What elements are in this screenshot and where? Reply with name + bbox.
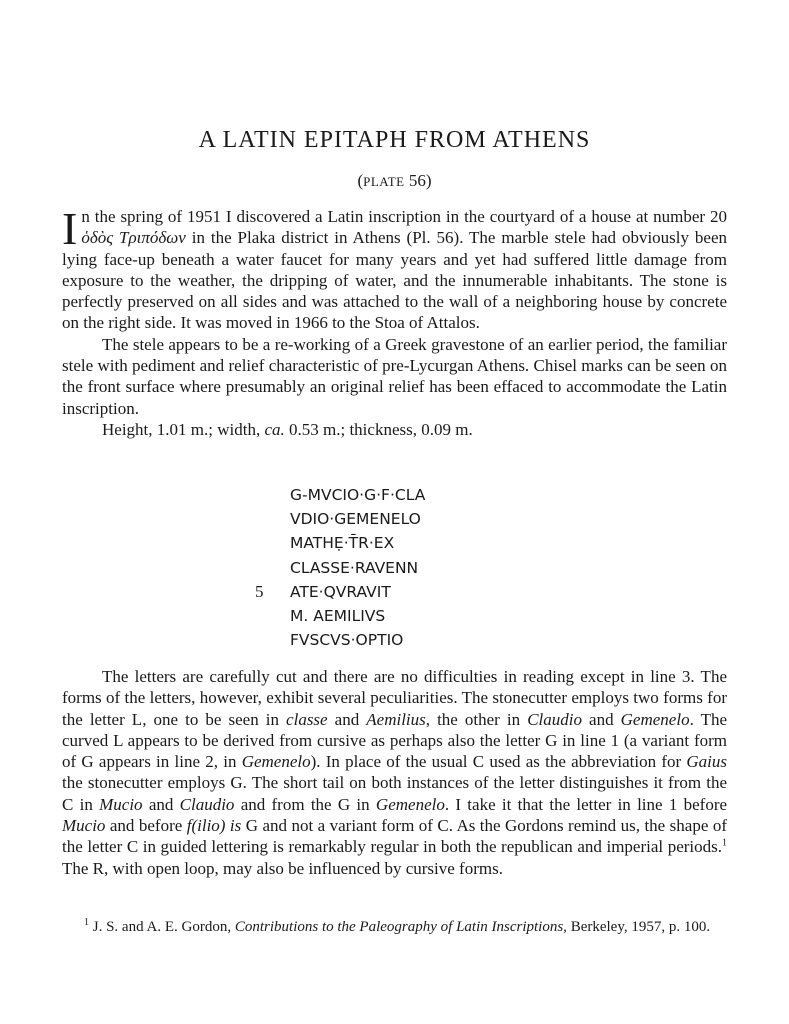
line-number: 5 <box>255 581 264 601</box>
discussion-text <box>62 666 727 879</box>
inscription-line: M. AEMILIVS <box>290 606 386 625</box>
inscription-line: CLASSE·RAVENN <box>290 558 419 577</box>
drop-cap: I <box>62 203 78 254</box>
greek-street-name: ὁδὸς Τριπόδων <box>81 228 186 248</box>
inscription-line: G-MVCIO·G·F·CLA <box>290 486 426 504</box>
paragraph-1: In the spring of 1951 I discovered a Latin inscription in the courtyard of a house at number 20 ὁδὸς Τριπόδων in the Plaka district in Athens (Pl. 56). The marble stele had obviously been lying face-up beneath a water faucet for many years and yet had suffered little damage from exposure to the weather, the dripping of water, and the innumerable inhabitants. The stone is perfectly preserved on all sides and was attached to the wall of a neighboring house by concrete on the right side. It was moved in 1966 to the Stoa of Attalos. <box>62 203 728 333</box>
plate-label: PLATE <box>363 174 405 189</box>
inscription-line: 5 ATE·QVRAVIT <box>290 580 425 604</box>
footnote: $^1$ J. S. and A. E. Gordon, Contributions to the Paleography of Latin Inscriptions, Berkeley, 1957, p. 100. <box>84 917 711 935</box>
inscription-line: FVSCVS·OPTIO <box>290 631 404 650</box>
plate-reference: (PLATE 56) <box>357 171 432 190</box>
intro-text <box>62 203 728 440</box>
inscription-line: MATHẸ·T̄R·EX <box>290 534 395 553</box>
footnote-book-title: Contributions to the Paleography of Latin Inscriptions, <box>234 919 567 935</box>
dimensions-line: Height, 1.01 m.; width, ca. 0.53 m.; thickness, 0.09 m. <box>102 419 473 439</box>
footnote-mark: 1 <box>84 917 89 928</box>
article-title: A LATIN EPITAPH FROM ATHENS <box>198 127 591 153</box>
paragraph-2: The stele appears to be a re-working of a Greek gravestone of an earlier period, the familiar stele with pediment and relief characteristic of pre-Lycurgan Athens. Chisel marks can be seen on the front surface where presumably an original relief has been effaced to accommodate the Latin inscription. <box>62 334 727 418</box>
inscription-line: VDIO·GEMENELO <box>290 510 421 529</box>
inscription-text <box>255 483 426 652</box>
footnote-ref[interactable]: 1 <box>722 837 727 849</box>
paragraph-3: The letters are carefully cut and there are no difficulties in reading except in line 3. The forms of the letters, however, exhibit several peculiarities. The stonecutter employs two forms for the letter L, one to be seen in classe and Aemilius, the other in Claudio and Gemenelo. The curved L appears to be derived from cursive as perhaps also the letter G in line 1 (a variant form of G appears in line 2, in Gemenelo). In place of the usual C used as the abbreviation for Gaius the stonecutter employs G. The short tail on both instances of the letter distinguishes it from the C in Mucio and Claudio and from the G in Gemenelo. I take it that the letter in line 1 before Mucio and before f(ilio) is G and not a variant form of C. As the Gordons remind us, the shape of the letter C in guided lettering is remarkably regular in both the republican and imperial periods.$^1$ The R, with open loop, may also be influenced by cursive forms. <box>62 667 728 878</box>
